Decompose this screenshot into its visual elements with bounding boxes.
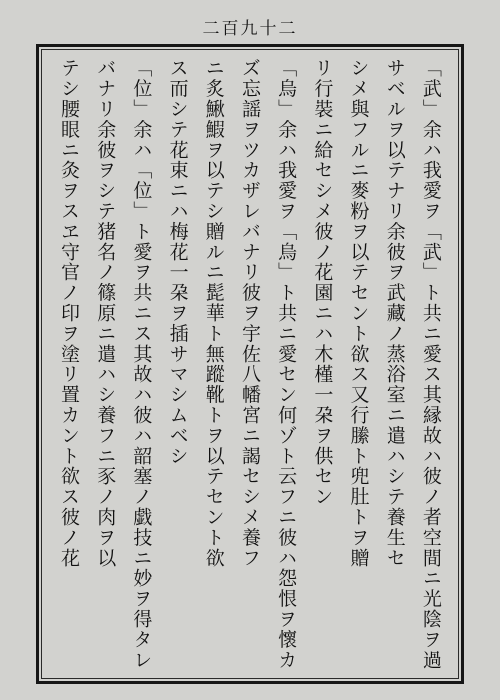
text-column-7: ニ炙鰍鰕ヲ以テシ贈ルニ髭華ト無蹤靴トヲ以テセント欲 (202, 58, 225, 568)
text-column-3: シメ與フルニ麥粉ヲ以テセント欲ス又行縢ト兜肚トヲ贈 (347, 58, 370, 568)
text-column-1: 「武」余ハ我愛ヲ「武」ト共ニ愛ス其縁故ハ彼ノ者空間ニ光陰ヲ過 (419, 58, 442, 670)
text-column-4: リ行裝ニ給セシメ彼ノ花園ニハ木槿一朶ヲ供セン (311, 58, 334, 507)
text-column-6: ズ忘謡ヲツカザレバナリ彼ヲ宇佐八幡宮ニ謁セシメ養フ (238, 58, 261, 568)
page-header (0, 14, 500, 39)
text-block (54, 58, 446, 670)
text-column-8: ス而シテ花束ニハ梅花一朶ヲ插サマシムベシ (166, 58, 189, 466)
text-column-5: 「烏」余ハ我愛ヲ「烏」ト共ニ愛セン何ゾト云フニ彼ハ怨恨ヲ懷カ (275, 58, 298, 670)
text-column-9: 「位」余ハ「位」ト愛ヲ共ニス其故ハ彼ハ韶塞ノ戯技ニ妙ヲ得タレ (130, 58, 153, 670)
text-column-2: サベルヲ以テナリ余彼ヲ武藏ノ蒸浴室ニ遣ハシテ養生セ (383, 58, 406, 568)
text-column-11: テシ腰眼ニ灸ヲスヱ守官ノ印ヲ塗リ置カント欲ス彼ノ花 (58, 58, 80, 568)
page-number: 二百九十二 (202, 19, 298, 39)
text-column-10: バナリ余彼ヲシテ猪名ノ篠原ニ遣ハシ養フニ豕ノ肉ヲ以 (94, 58, 117, 568)
